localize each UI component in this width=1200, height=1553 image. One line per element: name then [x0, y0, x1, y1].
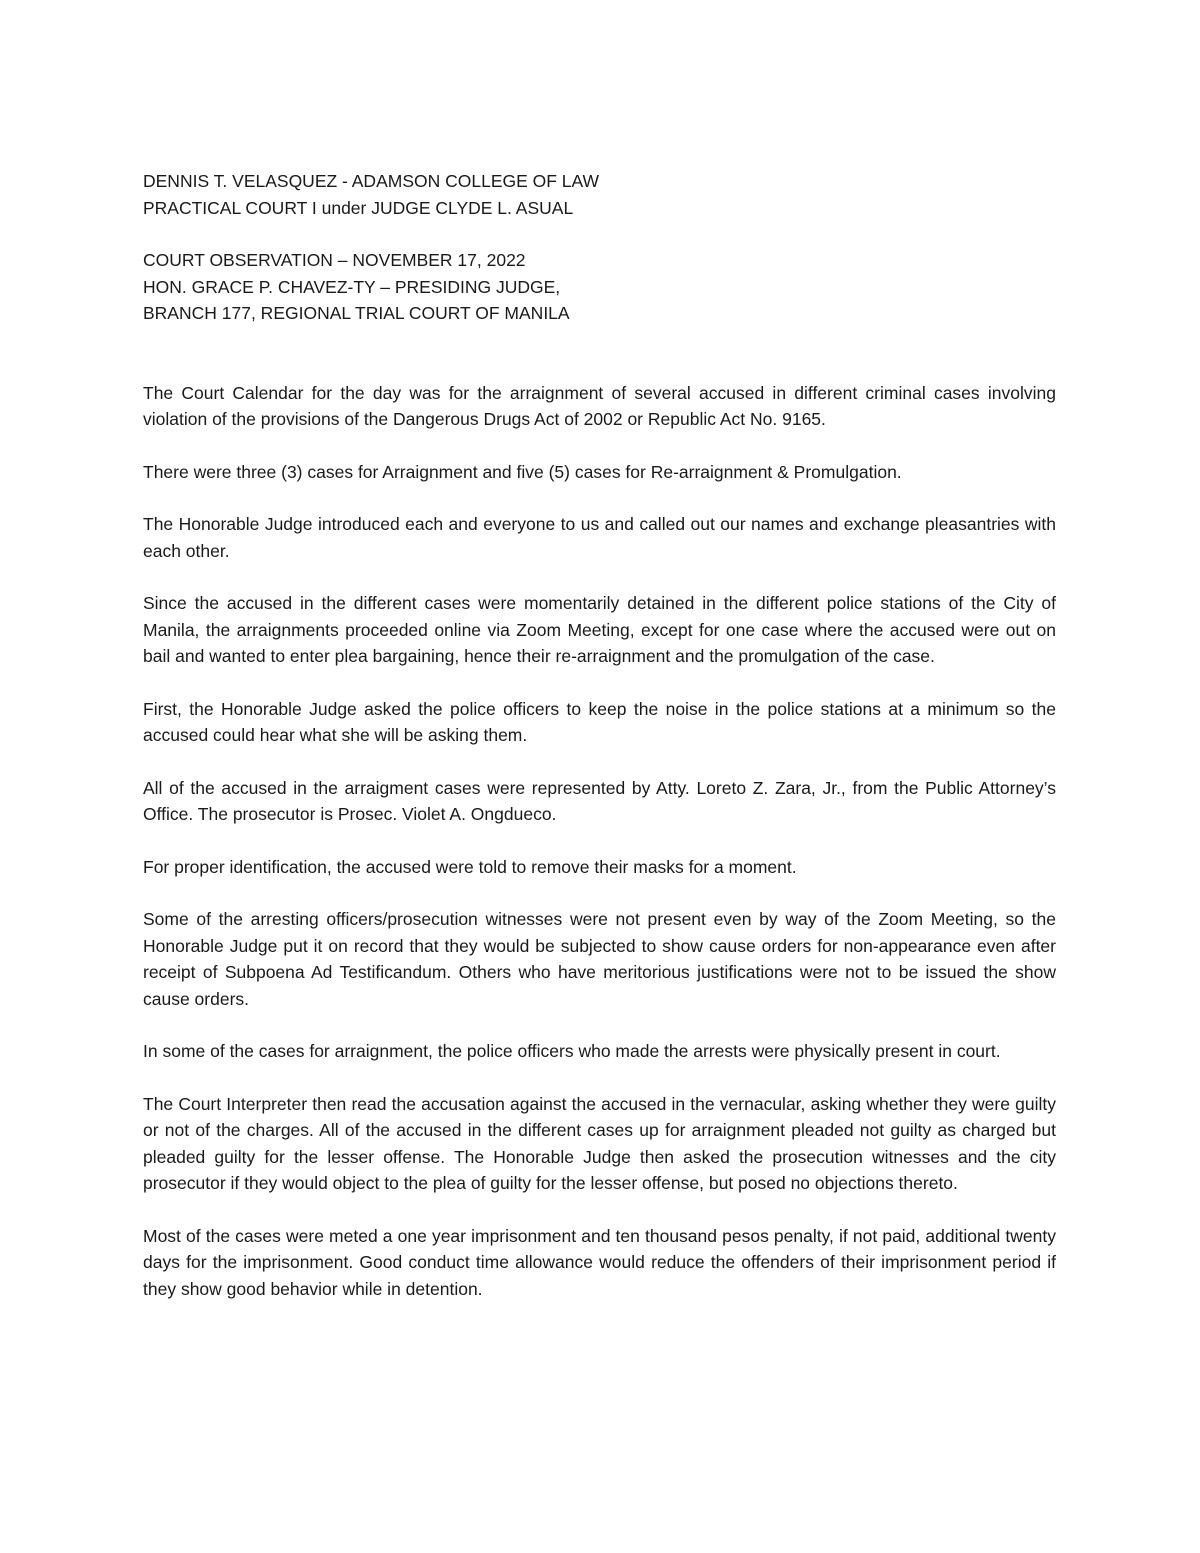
- author-line: DENNIS T. VELASQUEZ - ADAMSON COLLEGE OF LAW: [143, 171, 600, 191]
- paragraph: The Honorable Judge introduced each and everyone to us and called out our names and exchange pleasantries with each other.: [143, 514, 1056, 561]
- paragraph: The Court Calendar for the day was for the arraignment of several accused in different criminal cases involving violation of the provisions of the Dangerous Drugs Act of 2002 or Republic Act No. 9165.: [143, 382, 1056, 429]
- paragraph: In some of the cases for arraignment, the police officers who made the arrests were physically present in court.: [143, 1041, 1001, 1061]
- paragraph: Most of the cases were meted a one year imprisonment and ten thousand pesos penalty, if not paid, additional twenty days for the imprisonment. Good conduct time allowance would reduce the offenders of their imprisonment period if they show good behavior while in detention.: [143, 1225, 1056, 1299]
- course-line: PRACTICAL COURT I under JUDGE CLYDE L. ASUAL: [143, 197, 574, 218]
- paragraph: The Court Interpreter then read the accusation against the accused in the vernacular, asking whether they were guilty or not of the charges. All of the accused in the different cases up for arraignment pleaded not guilty as charged but pleaded guilty for the lesser offense. The Honorable Judge then asked the prosecution witnesses and the city prosecutor if they would object to the plea of guilty for the lesser offense, but posed no objections thereto.: [143, 1093, 1056, 1193]
- observation-header: [143, 247, 1056, 327]
- paragraph: For proper identification, the accused were told to remove their masks for a moment.: [143, 856, 797, 877]
- observation-date-line: COURT OBSERVATION – NOVEMBER 17, 2022: [143, 250, 526, 270]
- author-header: [143, 168, 1056, 221]
- paragraph: Since the accused in the different cases were momentarily detained in the different police stations of the City of Manila, the arraignments proceeded online via Zoom Meeting, except for one case where the accused were out on bail and wanted to enter plea bargaining, hence their re-arraignment and the promulgation of the case.: [143, 593, 1056, 666]
- paragraph: Some of the arresting officers/prosecution witnesses were not present even by way of the Zoom Meeting, so the Honorable Judge put it on record that they would be subjected to show cause orders for non-appearance even after receipt of Subpoena Ad Testificandum. Others who have meritorious justifications were not to be issued the show cause orders.: [143, 909, 1056, 1009]
- document-body: [143, 168, 1056, 1328]
- court-branch-line: BRANCH 177, REGIONAL TRIAL COURT OF MANILA: [143, 303, 570, 323]
- paragraph: There were three (3) cases for Arraignment and five (5) cases for Re-arraignment & Promulgation.: [143, 461, 902, 482]
- paragraph: All of the accused in the arraigment cases were represented by Atty. Loreto Z. Zara, Jr., from the Public Attorney’s Office. The prosecutor is Prosec. Violet A. Ongdueco.: [143, 777, 1056, 824]
- paragraph: First, the Honorable Judge asked the police officers to keep the noise in the police stations at a minimum so the accused could hear what she will be asking them.: [143, 698, 1056, 745]
- presiding-judge-line: HON. GRACE P. CHAVEZ-TY – PRESIDING JUDGE,: [143, 276, 561, 297]
